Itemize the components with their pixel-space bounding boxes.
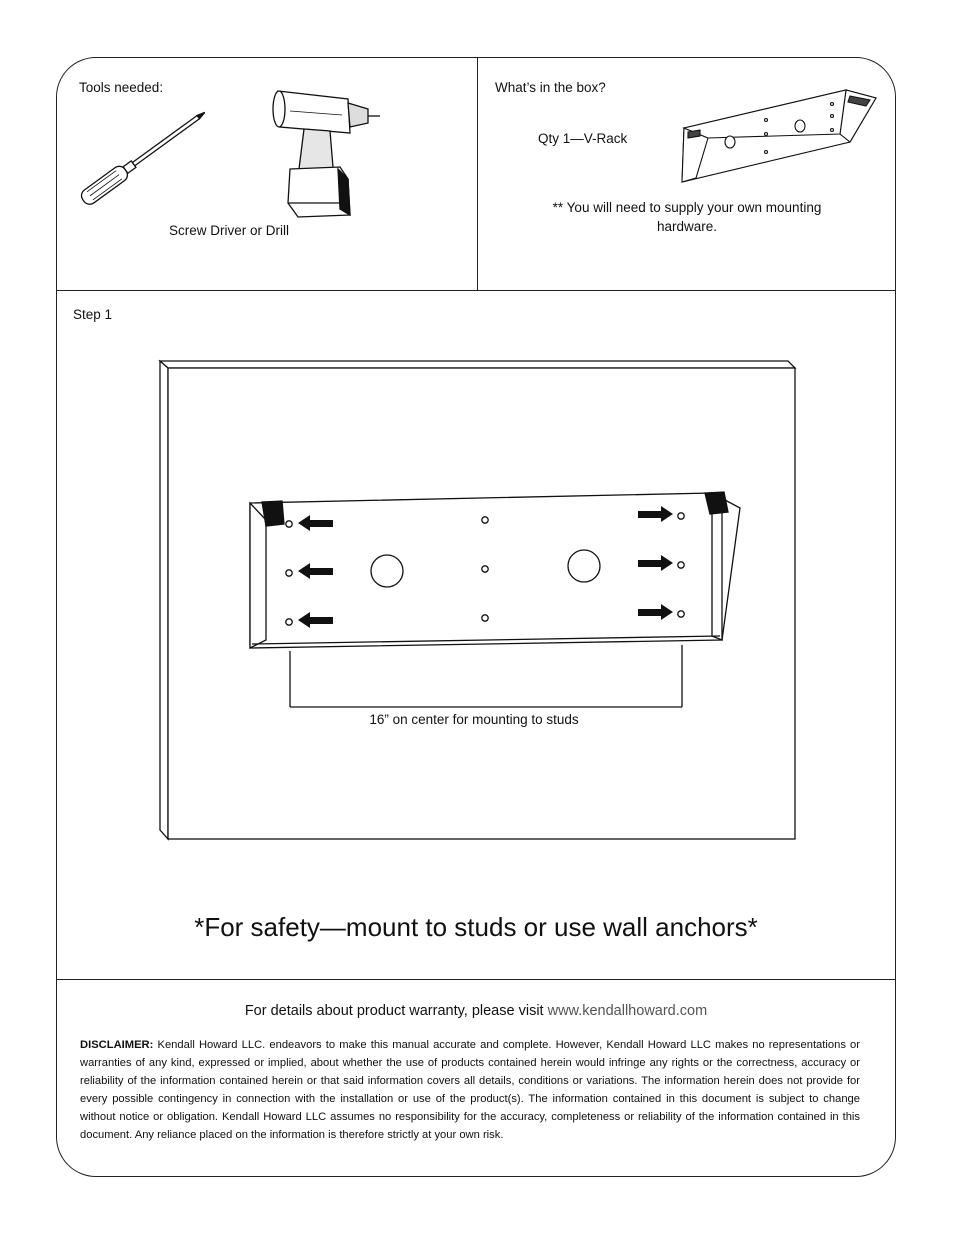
disclaimer-text: Kendall Howard LLC. endeavors to make this manual accurate and complete. However, Kendall Howard LLC makes no representations or warranties of any kind, expressed or implied, about whether the use of products contained herein would infringe any rights or the correctness, accuracy or reliability of the information contained herein or that said information covers all details, conditions or variations. The information herein does not provide for every possible contingency in connection with the installation or use of the product(s). The information contained in this document is subject to change without notice or obligation. Kendall Howard LLC assumes no responsibility for the accuracy, completeness or reliability of the information contained in this document. Any reliance placed on the information is therefore strictly at your own risk. xyxy=(80,1039,860,1141)
disclaimer xyxy=(80,1036,860,1144)
step-label: Step 1 xyxy=(73,307,113,322)
box-qty: Qty 1—V-Rack xyxy=(538,131,628,146)
box-note-line1: ** You will need to supply your own mounting xyxy=(552,200,822,215)
disclaimer-label: DISCLAIMER: xyxy=(80,1039,154,1051)
safety-warning: *For safety—mount to studs or use wall anchors* xyxy=(194,912,758,942)
warranty-text: For details about product warranty, please visit xyxy=(244,1003,548,1019)
dimension-label: 16” on center for mounting to studs xyxy=(369,712,579,727)
tools-heading: Tools needed: xyxy=(79,80,164,95)
box-heading: What’s in the box? xyxy=(495,80,606,95)
box-note-line2: hardware. xyxy=(656,219,718,234)
tools-caption: Screw Driver or Drill xyxy=(169,223,290,238)
warranty-line xyxy=(56,1003,896,1019)
divider-bottom xyxy=(56,979,896,980)
warranty-link[interactable]: www.kendallhoward.com xyxy=(547,1003,708,1019)
